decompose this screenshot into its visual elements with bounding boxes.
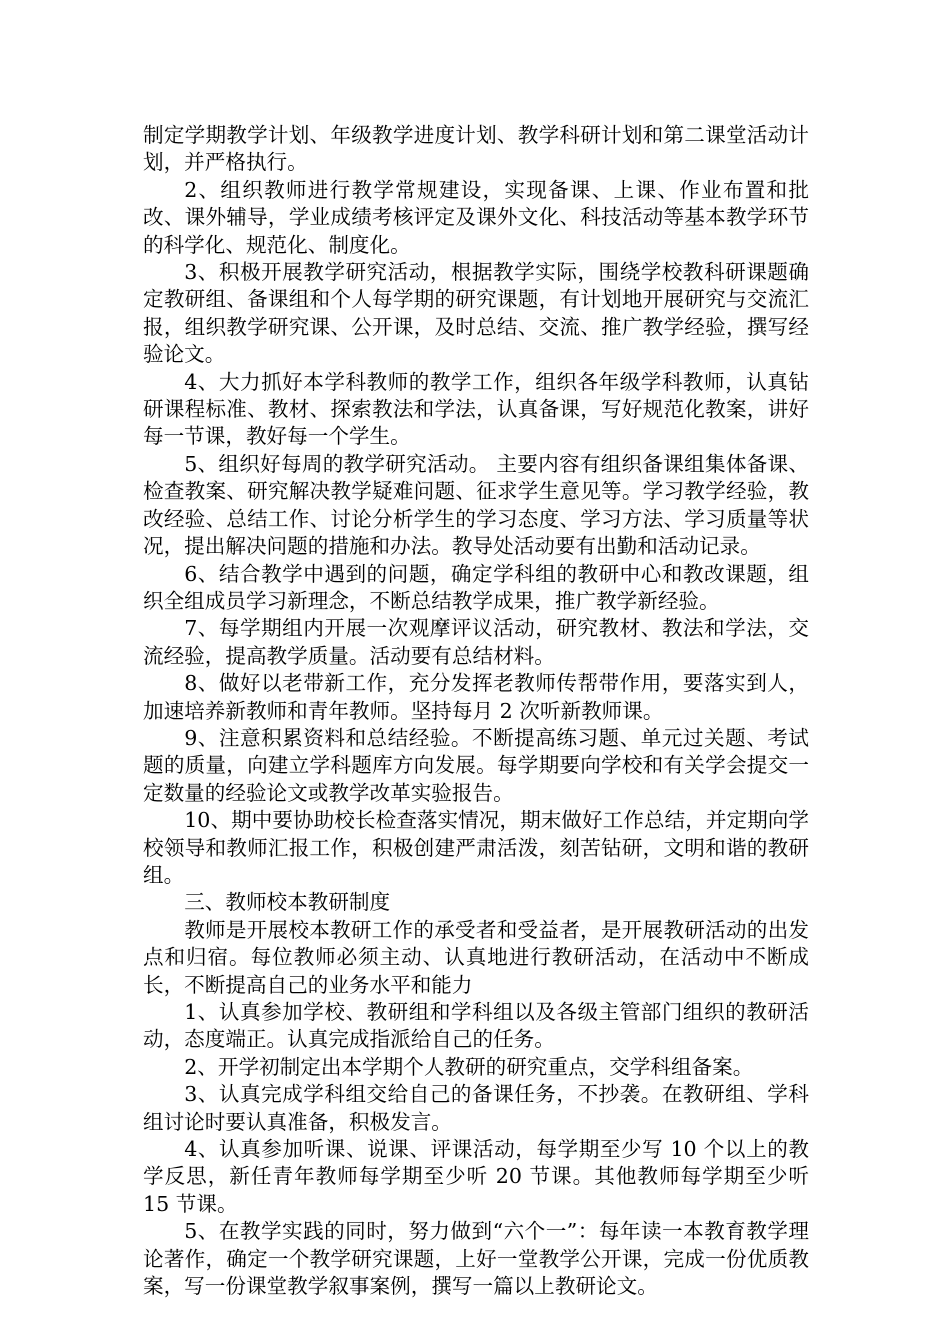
paragraph-item-10: 10、期中要协助校长检查落实情况，期末做好工作总结，并定期向学校领导和教师汇报工作，积极创建严肃活泼，刻苦钻研，文明和谐的教研组。 [143, 808, 809, 887]
paragraph-item-2: 2、组织教师进行教学常规建设，实现备课、上课、作业布置和批改、课外辅导，学业成绩考核评定及课外文化、科技活动等基本教学环节的科学化、规范化、制度化。 [143, 177, 809, 257]
paragraph-item-5: 5、组织好每周的教学研究活动。 主要内容有组织备课组集体备课、检查教案、研究解决教学疑难问题、征求学生意见等。学习教学经验，教改经验、总结工作、讨论分析学生的学习态度、学习方法、学习质量等状况，提出解决问题的措施和办法。教导处活动要有出勤和活动记录。 [143, 451, 809, 559]
document-page [143, 122, 809, 1300]
paragraph-item-8: 8、做好以老带新工作，充分发挥老教师传帮带作用，要落实到人，加速培养新教师和青年教师。坚持每月 2 次听新教师课。 [143, 671, 809, 723]
rule-item-4: 4、认真参加听课、说课、评课活动，每学期至少写 10 个以上的教学反思，新任青年教师每学期至少听 20 节课。其他教师每学期至少听 15 节课。 [143, 1137, 809, 1216]
rule-item-2: 2、开学初制定出本学期个人教研的研究重点，交学科组备案。 [184, 1054, 754, 1079]
section-heading: 三、教师校本教研制度 [184, 890, 391, 915]
paragraph-item-4: 4、大力抓好本学科教师的教学工作，组织各年级学科教师，认真钻研课程标准、教材、探索教法和学法，认真备课，写好规范化教案，讲好每一节课，教好每一个学生。 [143, 369, 809, 449]
rule-item-1: 1、认真参加学校、教研组和学科组以及各级主管部门组织的教研活动，态度端正。认真完成指派给自己的任务。 [143, 1000, 809, 1052]
paragraph-continuation: 制定学期教学计划、年级教学进度计划、教学科研计划和第二课堂活动计划，并严格执行。 [143, 123, 809, 175]
rule-item-3: 3、认真完成学科组交给自己的备课任务，不抄袭。在教研组、学科组讨论时要认真准备，积极发言。 [143, 1082, 809, 1134]
section-intro: 教师是开展校本教研工作的承受者和受益者，是开展教研活动的出发点和归宿。每位教师必须主动、认真地进行教研活动，在活动中不断成长，不断提高自己的业务水平和能力 [143, 917, 809, 997]
paragraph-item-9: 9、注意积累资料和总结经验。不断提高练习题、单元过关题、考试题的质量，向建立学科题库方向发展。每学期要向学校和有关学会提交一定数量的经验论文或教学改革实验报告。 [143, 725, 809, 805]
paragraph-item-3: 3、积极开展教学研究活动，根据教学实际，围绕学校教科研课题确定教研组、备课组和个人每学期的研究课题，有计划地开展研究与交流汇报，组织教学研究课、公开课，及时总结、交流、推广教学经验，撰写经验论文。 [143, 260, 809, 367]
paragraph-item-7: 7、每学期组内开展一次观摩评议活动，研究教材、教法和学法，交流经验，提高教学质量。活动要有总结材料。 [143, 616, 809, 668]
rule-item-5: 5、在教学实践的同时，努力做到“六个一”：每年读一本教育教学理论著作，确定一个教学研究课题，上好一堂教学公开课，完成一份优质教案，写一份课堂教学叙事案例，撰写一篇以上教研论文。 [143, 1219, 809, 1299]
paragraph-item-6: 6、结合教学中遇到的问题，确定学科组的教研中心和教改课题，组织全组成员学习新理念，不断总结教学成果，推广教学新经验。 [143, 561, 809, 613]
